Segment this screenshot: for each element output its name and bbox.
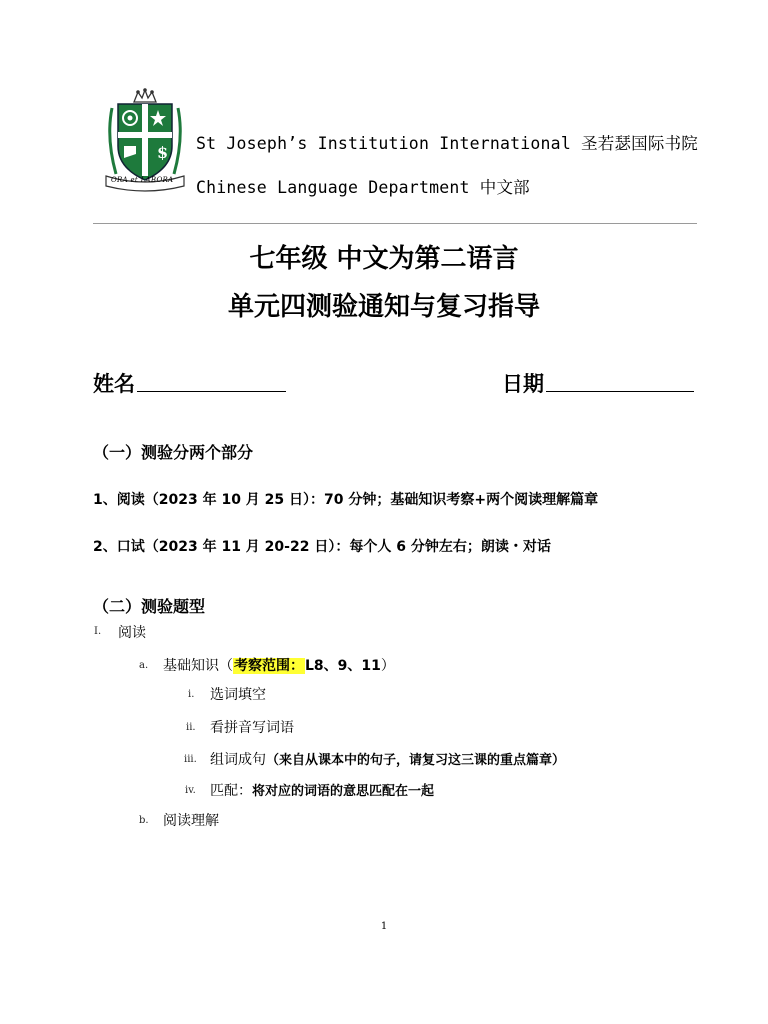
- reading-test-info: 1、阅读（2023 年 10 月 25 日）：70 分钟；基础知识考察+两个阅读理解篇章: [93, 492, 599, 508]
- list-item-label: 匹配：: [210, 783, 252, 799]
- closing-paren: ）: [380, 658, 395, 674]
- school-name: St Joseph’s Institution International 圣若瑟国际书院: [196, 134, 698, 153]
- list-item-note: （来自从课本中的句子，请复习这三课的重点篇章）: [266, 753, 566, 768]
- page-subtitle: 单元四测验通知与复习指导: [227, 292, 540, 322]
- list-marker: a.: [139, 660, 149, 671]
- department-name: Chinese Language Department 中文部: [196, 178, 530, 197]
- list-item: [210, 749, 565, 769]
- list-marker: i.: [188, 689, 195, 700]
- basic-knowledge-item: [163, 655, 395, 675]
- header-divider: [93, 223, 697, 224]
- name-blank-line: [137, 391, 286, 392]
- name-label: 姓名: [93, 372, 135, 396]
- page-number: 1: [380, 921, 388, 932]
- oral-test-info: 2、口试（2023 年 11 月 20-22 日）：每个人 6 分钟左右；朗读・对话: [93, 539, 551, 555]
- list-marker: iv.: [185, 785, 196, 796]
- list-marker: b.: [139, 815, 149, 826]
- list-marker: ii.: [186, 722, 196, 733]
- scope-highlight: 考察范围：: [234, 658, 304, 674]
- section1-heading: （一）测验分两个部分: [93, 443, 254, 462]
- list-item-note: 将对应的词语的意思匹配在一起: [252, 784, 435, 799]
- logo-motto: ORA et LABORA: [111, 176, 174, 184]
- date-blank-line: [546, 391, 694, 392]
- list-item: [210, 780, 434, 800]
- school-crest-logo: [100, 88, 190, 192]
- page-title: 七年级 中文为第二语言: [249, 244, 519, 274]
- list-marker: I.: [94, 626, 102, 637]
- svg-text:$: $: [157, 143, 169, 162]
- list-item: 看拼音写词语: [210, 720, 294, 736]
- basic-knowledge-label: 基础知识（: [163, 658, 233, 674]
- part-reading-label: 阅读: [118, 625, 146, 641]
- section2-heading: （二）测验题型: [93, 597, 206, 616]
- list-marker: iii.: [184, 754, 197, 765]
- list-item-label: 组词成句: [210, 752, 266, 768]
- reading-comprehension-label: 阅读理解: [163, 813, 219, 829]
- scope-lessons: L8、9、11: [305, 658, 381, 674]
- list-item: 选词填空: [210, 687, 266, 703]
- date-label: 日期: [502, 372, 544, 396]
